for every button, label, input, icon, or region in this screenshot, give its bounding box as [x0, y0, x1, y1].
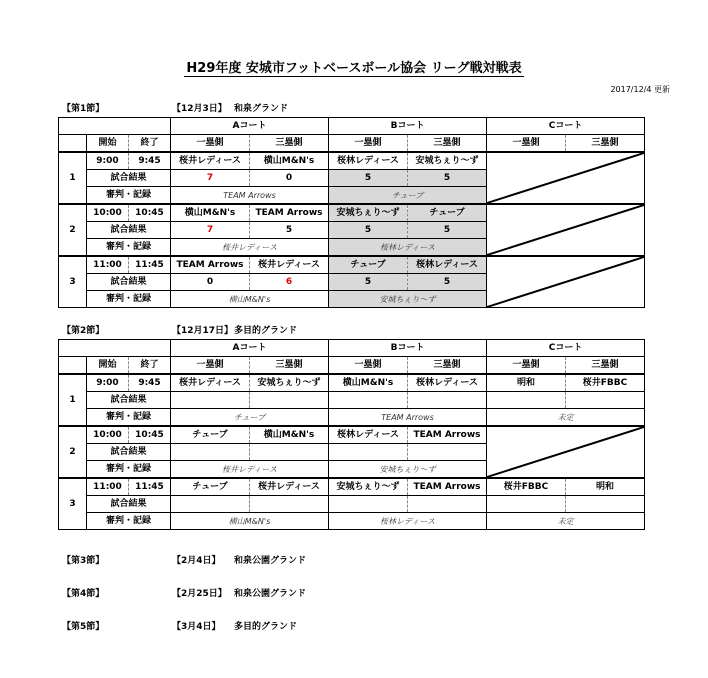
- section-label: 【第2節】: [62, 326, 105, 336]
- court-c-unused: [487, 256, 645, 308]
- third-base-header: 三塁側: [250, 135, 329, 153]
- court-b-home-team: 安城ちぇり～ず: [329, 478, 408, 496]
- referee-label: 審判・記録: [87, 409, 171, 427]
- referee-label: 審判・記録: [87, 461, 171, 479]
- match-end-time: 11:45: [129, 478, 171, 496]
- page-title: H29年度 安城市フットベースボール協会 リーグ戦対戦表: [186, 61, 522, 76]
- court-c-referee: 未定: [487, 513, 645, 530]
- section-venue: 和泉公園グランド: [234, 589, 307, 599]
- column-header-row: [59, 135, 645, 153]
- court-c-away-team: 桜井FBBC: [566, 374, 645, 392]
- match-number: 3: [59, 478, 87, 530]
- court-b-away-score: [408, 444, 487, 461]
- court-a-away-team: 横山M&N's: [250, 426, 329, 444]
- court-b-home-score: 5: [329, 274, 408, 291]
- match-start-time: 11:00: [87, 256, 129, 274]
- section-3-header: [62, 555, 382, 567]
- third-base-header: 三塁側: [566, 135, 645, 153]
- court-a-away-team: TEAM Arrows: [250, 204, 329, 222]
- court-a-away-team: 安城ちぇり～ず: [250, 374, 329, 392]
- court-b-away-team: チューブ: [408, 204, 487, 222]
- match-row-referee: [59, 409, 645, 427]
- match-start-time: 10:00: [87, 204, 129, 222]
- court-b-away-score: 5: [408, 170, 487, 187]
- court-c-away-score: [566, 496, 645, 513]
- match-end-time: 9:45: [129, 152, 171, 170]
- court-b-home-score: [329, 392, 408, 409]
- match-row-teams: [59, 426, 645, 444]
- match-row-teams: [59, 374, 645, 392]
- court-c-home-score: [487, 496, 566, 513]
- match-number: 1: [59, 152, 87, 204]
- court-b-header: Bコート: [329, 118, 487, 135]
- referee-label: 審判・記録: [87, 239, 171, 257]
- match-row-result: [59, 392, 645, 409]
- court-b-away-team: 桜林レディース: [408, 374, 487, 392]
- court-b-referee: 桜林レディース: [329, 513, 487, 530]
- section-4-header: [62, 588, 382, 600]
- section-venue: 多目的グランド: [234, 326, 298, 336]
- end-header: 終了: [129, 357, 171, 375]
- first-base-header: 一塁側: [329, 357, 408, 375]
- court-b-home-score: [329, 496, 408, 513]
- court-a-home-score: 0: [171, 274, 250, 291]
- court-a-home-team: 横山M&N's: [171, 204, 250, 222]
- court-a-home-team: チューブ: [171, 478, 250, 496]
- court-c-home-score: [487, 392, 566, 409]
- section-5-header: [62, 621, 382, 633]
- court-b-away-team: TEAM Arrows: [408, 478, 487, 496]
- court-b-home-score: 5: [329, 170, 408, 187]
- section-1-schedule-table: [58, 117, 645, 308]
- court-a-away-score: [250, 496, 329, 513]
- court-a-away-team: 桜井レディース: [250, 478, 329, 496]
- result-label: 試合結果: [87, 222, 171, 239]
- court-a-home-team: 桜井レディース: [171, 374, 250, 392]
- diagonal-strike: [487, 257, 644, 307]
- court-b-away-score: 5: [408, 274, 487, 291]
- court-a-referee: 桜井レディース: [171, 461, 329, 479]
- court-a-away-score: [250, 444, 329, 461]
- section-1-header: [62, 103, 382, 115]
- section-venue: 多目的グランド: [234, 622, 298, 632]
- section-label: 【第3節】: [62, 556, 105, 566]
- result-label: 試合結果: [87, 496, 171, 513]
- court-b-home-score: [329, 444, 408, 461]
- match-row-referee: [59, 513, 645, 530]
- match-end-time: 11:45: [129, 256, 171, 274]
- result-label: 試合結果: [87, 170, 171, 187]
- court-a-away-score: 6: [250, 274, 329, 291]
- result-label: 試合結果: [87, 392, 171, 409]
- court-a-header: Aコート: [171, 118, 329, 135]
- match-number: 3: [59, 256, 87, 308]
- court-a-header: Aコート: [171, 340, 329, 357]
- court-c-home-team: 桜井FBBC: [487, 478, 566, 496]
- court-header-row: [59, 340, 645, 357]
- court-a-home-score: [171, 392, 250, 409]
- court-b-away-team: 安城ちぇり～ず: [408, 152, 487, 170]
- court-c-header: Cコート: [487, 118, 645, 135]
- court-b-home-team: 桜林レディース: [329, 152, 408, 170]
- court-a-home-score: 7: [171, 170, 250, 187]
- section-label: 【第1節】: [62, 104, 105, 114]
- referee-label: 審判・記録: [87, 291, 171, 308]
- court-a-home-team: チューブ: [171, 426, 250, 444]
- court-b-away-score: [408, 392, 487, 409]
- court-b-home-team: 桜林レディース: [329, 426, 408, 444]
- court-a-home-score: 7: [171, 222, 250, 239]
- match-row-teams: [59, 478, 645, 496]
- court-c-header: Cコート: [487, 340, 645, 357]
- court-c-referee: 未定: [487, 409, 645, 427]
- end-header: 終了: [129, 135, 171, 153]
- court-a-referee: チューブ: [171, 409, 329, 427]
- diagonal-strike: [487, 205, 644, 255]
- first-base-header: 一塁側: [171, 357, 250, 375]
- match-number: 2: [59, 204, 87, 256]
- match-start-time: 10:00: [87, 426, 129, 444]
- match-start-time: 11:00: [87, 478, 129, 496]
- section-date: 【2月25日】: [172, 589, 227, 599]
- court-a-home-team: 桜井レディース: [171, 152, 250, 170]
- court-b-referee: 安城ちぇり～ず: [329, 461, 487, 479]
- court-c-unused: [487, 204, 645, 256]
- court-b-header: Bコート: [329, 340, 487, 357]
- court-a-home-score: [171, 444, 250, 461]
- court-a-referee: TEAM Arrows: [171, 187, 329, 205]
- court-b-home-team: 安城ちぇり～ず: [329, 204, 408, 222]
- match-end-time: 9:45: [129, 374, 171, 392]
- section-venue: 和泉公園グランド: [234, 556, 307, 566]
- court-a-away-team: 横山M&N's: [250, 152, 329, 170]
- section-2-header: [62, 325, 382, 337]
- court-a-home-team: TEAM Arrows: [171, 256, 250, 274]
- court-a-away-score: 0: [250, 170, 329, 187]
- match-start-time: 9:00: [87, 152, 129, 170]
- court-b-away-score: [408, 496, 487, 513]
- section-2-schedule-table: [58, 339, 645, 530]
- court-c-home-team: 明和: [487, 374, 566, 392]
- first-base-header: 一塁側: [171, 135, 250, 153]
- court-b-away-score: 5: [408, 222, 487, 239]
- match-end-time: 10:45: [129, 426, 171, 444]
- court-c-away-team: 明和: [566, 478, 645, 496]
- match-end-time: 10:45: [129, 204, 171, 222]
- section-date: 【12月3日】: [172, 104, 227, 114]
- first-base-header: 一塁側: [487, 135, 566, 153]
- section-label: 【第5節】: [62, 622, 105, 632]
- match-number: 1: [59, 374, 87, 426]
- section-date: 【3月4日】: [172, 622, 221, 632]
- third-base-header: 三塁側: [408, 135, 487, 153]
- first-base-header: 一塁側: [487, 357, 566, 375]
- section-venue: 和泉グランド: [234, 104, 289, 114]
- court-a-home-score: [171, 496, 250, 513]
- start-header: 開始: [87, 135, 129, 153]
- court-b-away-team: TEAM Arrows: [408, 426, 487, 444]
- court-c-away-score: [566, 392, 645, 409]
- court-b-home-score: 5: [329, 222, 408, 239]
- court-b-home-team: チューブ: [329, 256, 408, 274]
- court-a-referee: 桜井レディース: [171, 239, 329, 257]
- result-label: 試合結果: [87, 444, 171, 461]
- diagonal-strike: [487, 427, 644, 477]
- court-a-away-team: 桜井レディース: [250, 256, 329, 274]
- court-b-referee: 安城ちぇり～ず: [329, 291, 487, 308]
- third-base-header: 三塁側: [250, 357, 329, 375]
- court-header-row: [59, 118, 645, 135]
- court-a-referee: 横山M&N's: [171, 513, 329, 530]
- match-start-time: 9:00: [87, 374, 129, 392]
- court-b-referee: TEAM Arrows: [329, 409, 487, 427]
- court-a-away-score: [250, 392, 329, 409]
- referee-label: 審判・記録: [87, 187, 171, 205]
- third-base-header: 三塁側: [408, 357, 487, 375]
- section-date: 【12月17日】: [172, 326, 234, 336]
- match-row-teams: [59, 204, 645, 222]
- start-header: 開始: [87, 357, 129, 375]
- match-row-result: [59, 496, 645, 513]
- court-a-away-score: 5: [250, 222, 329, 239]
- updated-date: 2017/12/4 更新: [610, 85, 670, 94]
- result-label: 試合結果: [87, 274, 171, 291]
- section-date: 【2月4日】: [172, 556, 221, 566]
- diagonal-strike: [487, 153, 644, 203]
- match-row-teams: [59, 152, 645, 170]
- court-b-home-team: 横山M&N's: [329, 374, 408, 392]
- match-row-teams: [59, 256, 645, 274]
- court-b-referee: 桜林レディース: [329, 239, 487, 257]
- court-b-referee: チューブ: [329, 187, 487, 205]
- referee-label: 審判・記録: [87, 513, 171, 530]
- court-b-away-team: 桜林レディース: [408, 256, 487, 274]
- match-number: 2: [59, 426, 87, 478]
- section-label: 【第4節】: [62, 589, 105, 599]
- column-header-row: [59, 357, 645, 375]
- first-base-header: 一塁側: [329, 135, 408, 153]
- court-c-unused: [487, 426, 645, 478]
- court-c-unused: [487, 152, 645, 204]
- third-base-header: 三塁側: [566, 357, 645, 375]
- court-a-referee: 横山M&N's: [171, 291, 329, 308]
